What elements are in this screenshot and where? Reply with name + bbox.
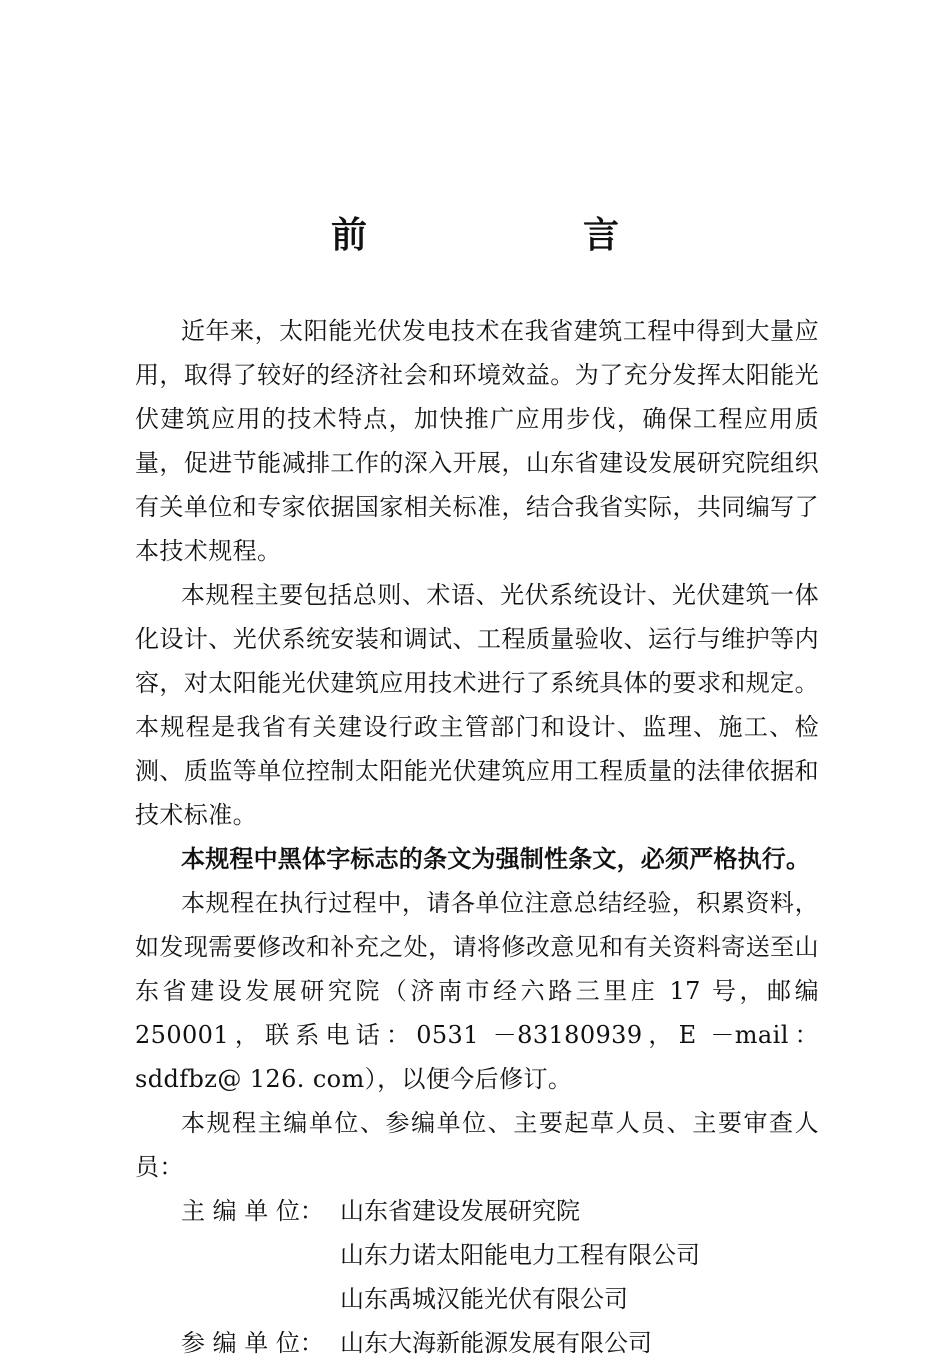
preface-body [135,309,819,1365]
paragraph-contents: 本规程主要包括总则、术语、光伏系统设计、光伏建筑一体化设计、光伏系统安装和调试、工程质量验收、运行与维护等内容，对太阳能光伏建筑应用技术进行了系统具体的要求和规定。本规程是我省有关建设行政主管部门和设计、监理、施工、检测、质监等单位控制太阳能光伏建筑应用工程质量的法律依据和技术标准。 [135,581,819,829]
paragraph-intro: 近年来，太阳能光伏发电技术在我省建筑工程中得到大量应用，取得了较好的经济社会和环境效益。为了充分发挥太阳能光伏建筑应用的技术特点，加快推广应用步伐，确保工程应用质量，促进节能减排工作的深入开展，山东省建设发展研究院组织有关单位和专家依据国家相关标准，结合我省实际，共同编写了本技术规程。 [135,317,819,565]
chief-unit-row [135,1277,819,1321]
chief-unit-1: 山东省建设发展研究院 [340,1197,580,1225]
page-title: 前 言 [330,215,709,256]
chief-unit-row [135,1233,819,1277]
chief-unit-row [135,1189,819,1233]
chief-unit-3: 山东禹城汉能光伏有限公司 [340,1285,628,1313]
participating-unit-1: 山东大海新能源发展有限公司 [340,1329,652,1357]
paragraph-mandatory-notice: 本规程中黑体字标志的条文为强制性条文，必须严格执行。 [181,845,811,873]
chief-unit-2: 山东力诺太阳能电力工程有限公司 [340,1241,700,1269]
unit-label-spacer [135,1277,340,1321]
unit-label-spacer [135,1233,340,1277]
participating-unit-label: 参 编 单 位： [181,1329,324,1357]
chief-unit-label: 主 编 单 位： [181,1197,324,1225]
participating-unit-row [135,1321,819,1365]
paragraph-units-intro: 本规程主编单位、参编单位、主要起草人员、主要审查人员： [135,1109,819,1181]
paragraph-feedback: 本规程在执行过程中，请各单位注意总结经验，积累资料，如发现需要修改和补充之处，请将修改意见和有关资料寄送至山东省建设发展研究院（济南市经六路三里庄 17 号，邮编 250001，联系电话：0531 －83180939，E －mail：sddfbz@ 126. com），以便今后修订。 [135,889,819,1093]
